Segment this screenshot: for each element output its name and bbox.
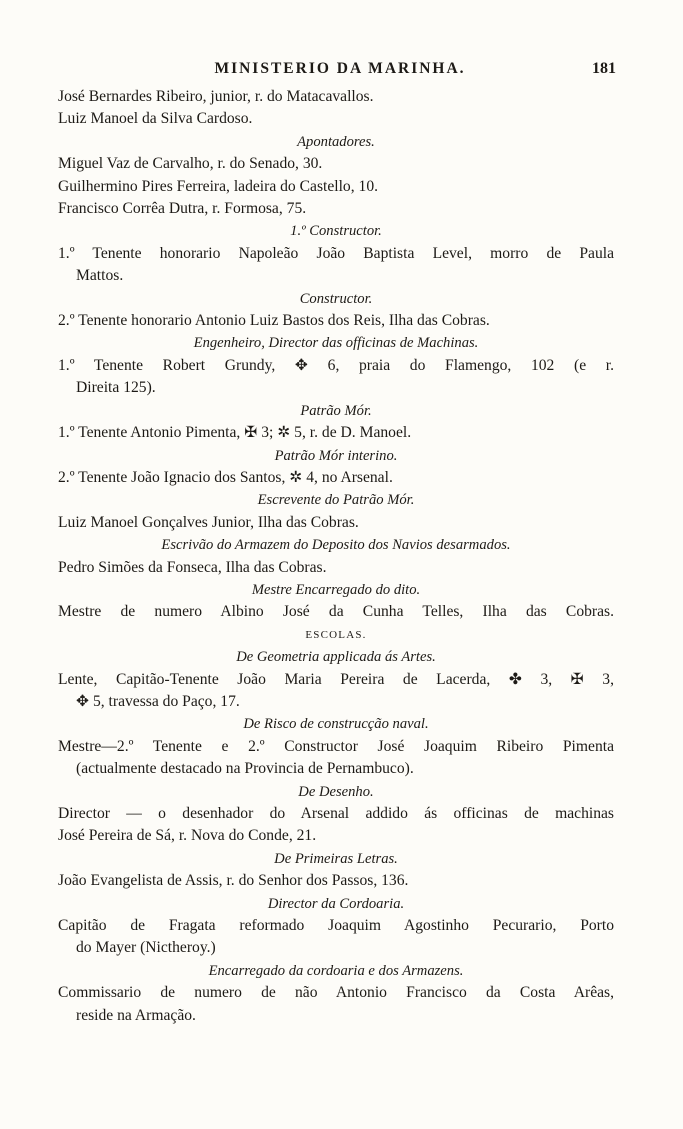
text-line: José Bernardes Ribeiro, junior, r. do Matacavallos.	[58, 88, 374, 105]
text-line: 1.º Tenente honorario Napoleão João Baptista Level, morro de Paula	[58, 244, 614, 262]
page-body	[58, 86, 614, 1027]
text-line: Pedro Simões da Fonseca, Ilha das Cobras.	[58, 558, 327, 576]
page-number: 181	[592, 60, 616, 77]
text-line: Director — o desenhador do Arsenal addido ás officinas de machinas	[58, 805, 614, 822]
text-line: Mattos.	[76, 267, 124, 285]
section-heading: Patrão Mór.	[300, 402, 372, 419]
section-heading: Engenheiro, Director das officinas de Machinas.	[193, 335, 479, 352]
text-line: 1.º Tenente Antonio Pimenta, ✠ 3; ✲ 5, r. de D. Manoel.	[58, 424, 412, 442]
text-line: Capitão de Fragata reformado Joaquim Agostinho Pecurario, Porto	[58, 917, 614, 935]
text-line: Commissario de numero de não Antonio Francisco da Costa Arêas,	[58, 984, 614, 1002]
text-line: Guilhermino Pires Ferreira, ladeira do Castello, 10.	[58, 177, 379, 195]
text-line: Luiz Manoel Gonçalves Junior, Ilha das Cobras.	[58, 513, 359, 531]
section-caps-heading: ESCOLAS.	[305, 628, 367, 641]
text-line: 2.º Tenente honorario Antonio Luiz Bastos dos Reis, Ilha das Cobras.	[58, 312, 490, 330]
text-line: (actualmente destacado na Provincia de Pernambuco).	[76, 760, 414, 778]
page-header	[60, 58, 620, 82]
text-line: Francisco Corrêa Dutra, r. Formosa, 75.	[58, 200, 307, 218]
text-line: Mestre—2.º Tenente e 2.º Constructor José Joaquim Ribeiro Pimenta	[58, 737, 614, 755]
text-line: ✥ 5, travessa do Paço, 17.	[76, 692, 240, 710]
section-heading: Patrão Mór interino.	[274, 447, 398, 464]
section-heading: De Primeiras Letras.	[274, 850, 398, 867]
section-heading: Escrivão do Armazem do Deposito dos Navios desarmados.	[161, 537, 511, 554]
section-heading: Director da Cordoaria.	[267, 895, 405, 912]
section-heading: De Risco de construcção naval.	[243, 716, 429, 733]
section-heading: Mestre Encarregado do dito.	[251, 581, 421, 598]
section-heading: Escrevente do Patrão Mór.	[257, 492, 415, 509]
section-heading: 1.º Constructor.	[290, 223, 382, 240]
text-line: Miguel Vaz de Carvalho, r. do Senado, 30.	[58, 155, 323, 173]
running-title: MINISTERIO DA MARINHA.	[214, 60, 466, 77]
section-heading: Apontadores.	[297, 133, 375, 150]
text-line: Direita 125).	[76, 379, 156, 397]
section-heading: De Desenho.	[298, 783, 374, 800]
text-line: 2.º Tenente João Ignacio dos Santos, ✲ 4, no Arsenal.	[58, 468, 393, 486]
text-line: Lente, Capitão-Tenente João Maria Pereira de Lacerda, ✤ 3, ✠ 3,	[58, 670, 614, 688]
section-heading: Constructor.	[299, 290, 373, 307]
section-heading: Encarregado da cordoaria e dos Armazens.	[208, 962, 464, 979]
text-line: João Evangelista de Assis, r. do Senhor dos Passos, 136.	[58, 872, 409, 890]
text-line: Luiz Manoel da Silva Cardoso.	[58, 110, 253, 128]
text-line: José Pereira de Sá, r. Nova do Conde, 21.	[58, 827, 317, 845]
section-heading: De Geometria applicada ás Artes.	[236, 649, 436, 666]
text-line: do Mayer (Nictheroy.)	[76, 939, 216, 957]
text-line: reside na Armação.	[76, 1006, 196, 1024]
text-line: Mestre de numero Albino José da Cunha Telles, Ilha das Cobras.	[58, 603, 614, 621]
text-line: 1.º Tenente Robert Grundy, ✥ 6, praia do Flamengo, 102 (e r.	[58, 356, 614, 374]
